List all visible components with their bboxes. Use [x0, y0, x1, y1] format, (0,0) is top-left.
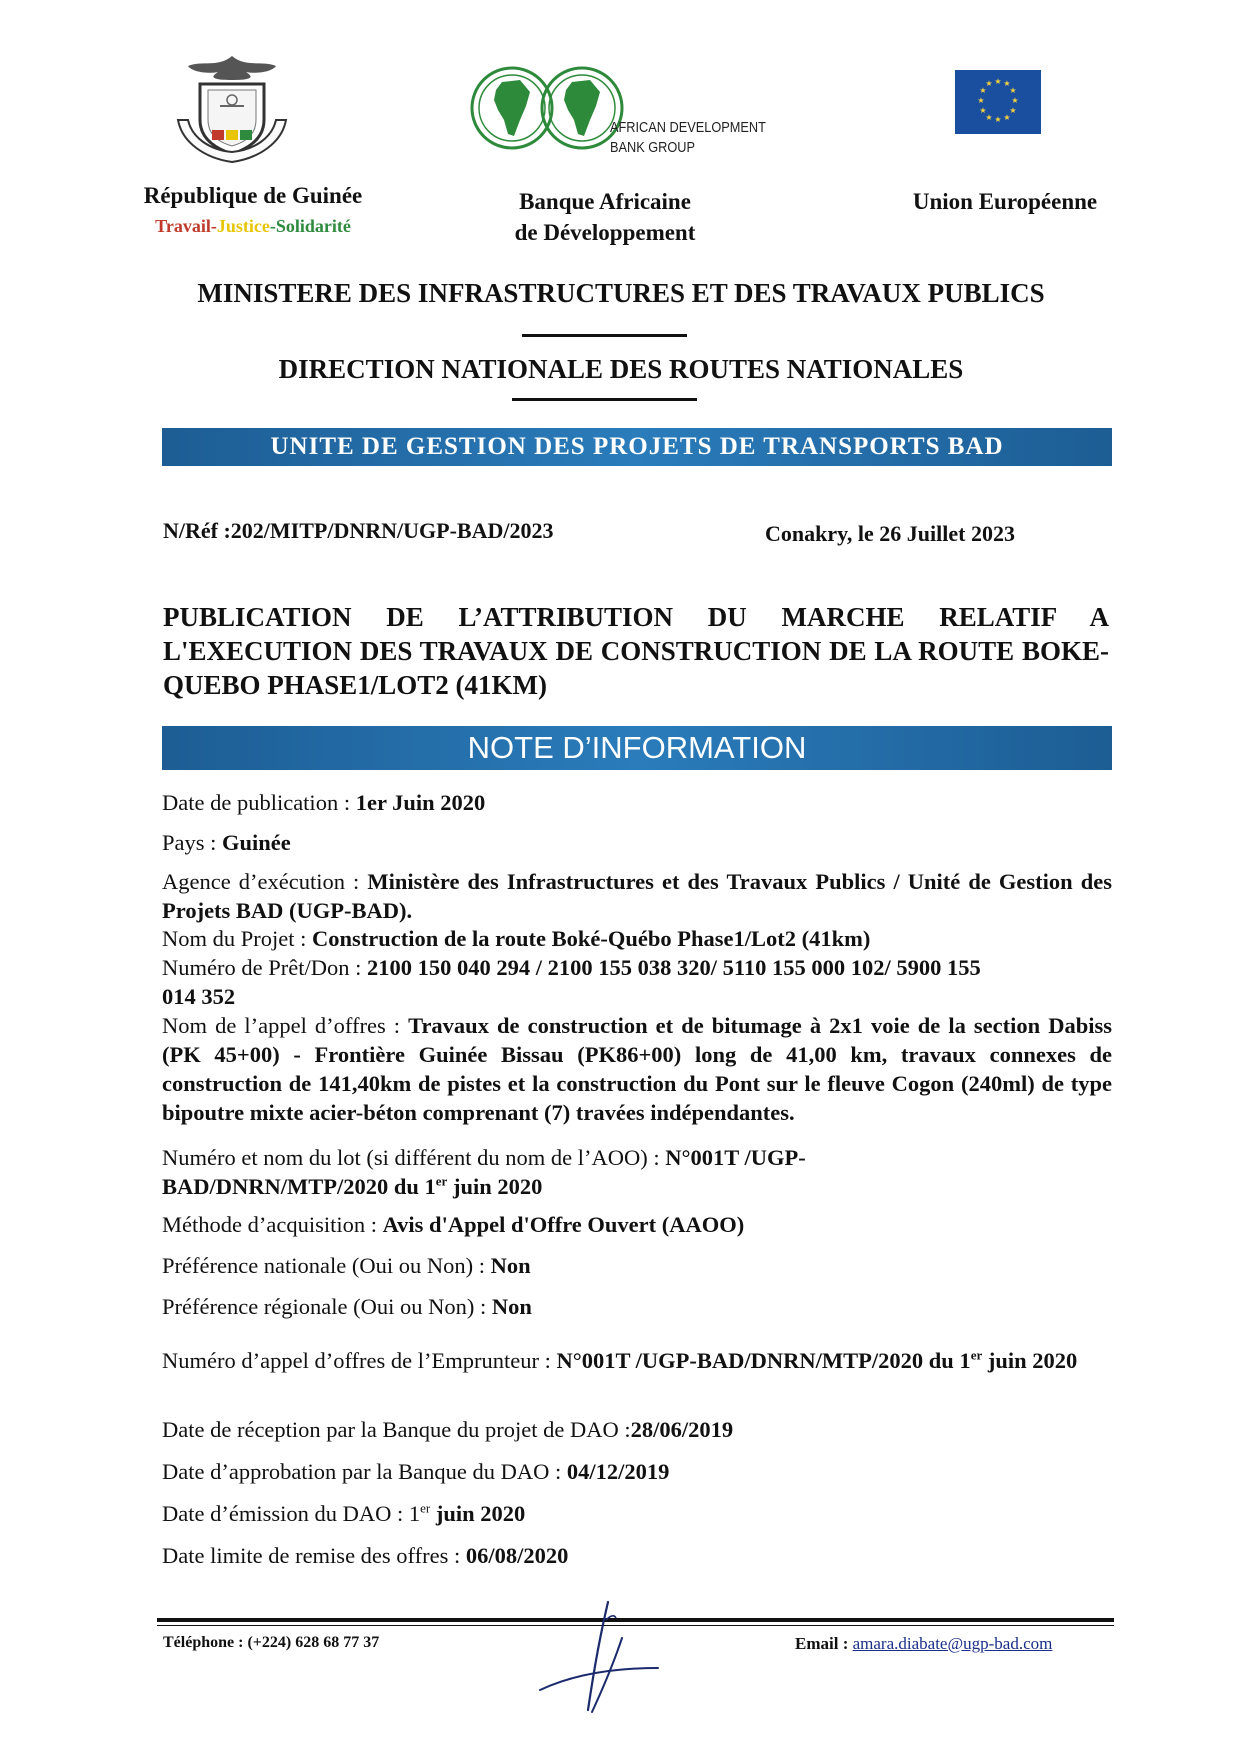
svg-text:★: ★	[1011, 96, 1019, 105]
value-end: juin 2020	[982, 1348, 1078, 1373]
value: Non	[490, 1253, 531, 1278]
email-link[interactable]: amara.diabate@ugp-bad.com	[852, 1634, 1053, 1653]
eu-name: Union Européenne	[912, 189, 1098, 214]
value: N°001T /UGP-BAD/DNRN/MTP/2020 du 1	[556, 1348, 971, 1373]
field-country	[162, 828, 1112, 857]
field-borrower-tender-number	[162, 1346, 1112, 1375]
field-reception-date	[162, 1415, 1112, 1444]
svg-text:★: ★	[985, 113, 993, 122]
reference-number: N/Réf :202/MITP/DNRN/UGP-BAD/2023	[163, 518, 554, 543]
document-title: PUBLICATION DE L’ATTRIBUTION DU MARCHE RELATIF A L'EXECUTION DES TRAVAUX DE CONSTRUCTION DE LA ROUTE BOKE-QUEBO PHASE1/LOT2 (41KM)	[163, 602, 1109, 700]
phone-number: (+224) 628 68 77 37	[247, 1634, 380, 1651]
field-project	[162, 924, 1112, 953]
label: Date d’approbation par la Banque du DAO :	[162, 1459, 567, 1484]
footer-phone	[163, 1634, 379, 1652]
field-deadline	[162, 1541, 1112, 1570]
svg-text:★: ★	[1009, 106, 1017, 115]
field-national-preference	[162, 1251, 1112, 1280]
field-tender-name	[162, 1011, 1112, 1127]
value: 28/06/2019	[630, 1417, 734, 1442]
label: Pays :	[162, 830, 223, 855]
value-sup: er	[970, 1347, 983, 1363]
svg-text:★: ★	[985, 79, 993, 88]
label: Agence d’exécution :	[162, 869, 368, 894]
note-banner: NOTE D’INFORMATION	[162, 726, 1112, 770]
divider-1	[522, 334, 687, 337]
afdb-logo-text-line1: AFRICAN DEVELOPMENT	[610, 119, 766, 136]
field-loan-number	[162, 953, 982, 1011]
label: Date limite de remise des offres :	[162, 1543, 466, 1568]
svg-text:★: ★	[1003, 113, 1011, 122]
value: Travaux de construction et de bitumage à 2x1 voie de la section Dabiss (PK 45+00) - Frontière Guinée Bissau (PK86+00) long de 41,00 km, travaux connexes de construction de 141,40km de pistes et la construction du Pont sur le fleuve Cogon (240ml) de type bipoutre mixte acier-béton comprenant (7) travées indépendantes.	[162, 1013, 1112, 1125]
ministry-title: MINISTERE DES INFRASTRUCTURES ET DES TRAVAUX PUBLICS	[197, 278, 1045, 308]
afdb-name-line2: de Développement	[514, 220, 696, 245]
svg-text:★: ★	[979, 106, 987, 115]
field-method	[162, 1210, 1112, 1239]
label: Numéro d’appel d’offres de l’Emprunteur :	[162, 1348, 557, 1373]
label: Date d’émission du DAO :	[162, 1501, 409, 1526]
guinea-name: République de Guinée	[143, 183, 363, 208]
divider-2	[512, 398, 697, 401]
label: Préférence régionale (Oui ou Non) :	[162, 1294, 492, 1319]
field-emission-date	[162, 1499, 1112, 1528]
guinea-coat-of-arms-logo	[168, 50, 296, 168]
phone-label: Téléphone :	[163, 1634, 248, 1651]
value: 2100 150 040 294 / 2100 155 038 320/ 5110 155 000 102/ 5900 155 014 352	[162, 955, 981, 1009]
value: Guinée	[222, 830, 291, 855]
afdb-logo-text-line2: BANK GROUP	[610, 139, 696, 156]
value: juin 2020	[430, 1501, 526, 1526]
label: Préférence nationale (Oui ou Non) :	[162, 1253, 491, 1278]
afdb-name	[470, 186, 740, 248]
field-agency	[162, 867, 1112, 925]
svg-text:★: ★	[1009, 86, 1017, 95]
field-publication-date	[162, 788, 1112, 817]
direction-title: DIRECTION NATIONALE DES ROUTES NATIONALES	[278, 354, 964, 384]
motto-solidarite: Solidarité	[275, 216, 351, 236]
motto-sep-1: -	[210, 216, 217, 236]
svg-text:★: ★	[1003, 79, 1011, 88]
svg-text:★: ★	[994, 115, 1002, 124]
value: N°001T /UGP-BAD/DNRN/MTP/2020 du 1	[162, 1145, 806, 1199]
field-lot	[162, 1143, 902, 1201]
value: 04/12/2019	[566, 1459, 670, 1484]
value: 1er Juin 2020	[355, 790, 486, 815]
eu-flag-logo	[955, 70, 1041, 134]
value: Avis d'Appel d'Offre Ouvert (AAOO)	[382, 1212, 745, 1237]
value-pre: 1	[408, 1501, 421, 1526]
field-approval-date	[162, 1457, 1112, 1486]
signature-icon	[530, 1598, 670, 1718]
svg-text:★: ★	[979, 86, 987, 95]
label: Numéro et nom du lot (si différent du nom de l’AOO) :	[162, 1145, 666, 1170]
label: Nom du Projet :	[162, 926, 312, 951]
value: Ministère des Infrastructures et des Travaux Publics / Unité de Gestion des Projets BAD (UGP-BAD).	[162, 869, 1112, 923]
motto-justice: Justice	[216, 216, 270, 236]
motto-travail: Travail	[155, 216, 211, 236]
motto-sep-2: -	[269, 216, 276, 236]
value-sup: er	[420, 1500, 431, 1516]
afdb-logo-text	[610, 118, 766, 158]
value-end: juin 2020	[447, 1174, 543, 1199]
afdb-name-line1: Banque Africaine	[519, 189, 691, 214]
field-regional-preference	[162, 1292, 1112, 1321]
value: Construction de la route Boké-Québo Phase1/Lot2 (41km)	[312, 926, 871, 951]
svg-text:★: ★	[994, 77, 1002, 86]
email-label: Email :	[795, 1634, 853, 1653]
guinea-motto	[118, 216, 388, 237]
footer-email	[795, 1634, 1052, 1654]
value: Non	[491, 1294, 532, 1319]
svg-text:★: ★	[977, 96, 985, 105]
label: Numéro de Prêt/Don :	[162, 955, 367, 980]
label: Méthode d’acquisition :	[162, 1212, 383, 1237]
label: Nom de l’appel d’offres :	[162, 1013, 409, 1038]
value-sup: er	[435, 1173, 448, 1189]
label: Date de réception par la Banque du projet de DAO :	[162, 1417, 631, 1442]
unit-banner: UNITE DE GESTION DES PROJETS DE TRANSPORTS BAD	[162, 428, 1112, 466]
value: 06/08/2020	[465, 1543, 569, 1568]
place-date: Conakry, le 26 Juillet 2023	[765, 521, 1015, 546]
label: Date de publication :	[162, 790, 356, 815]
